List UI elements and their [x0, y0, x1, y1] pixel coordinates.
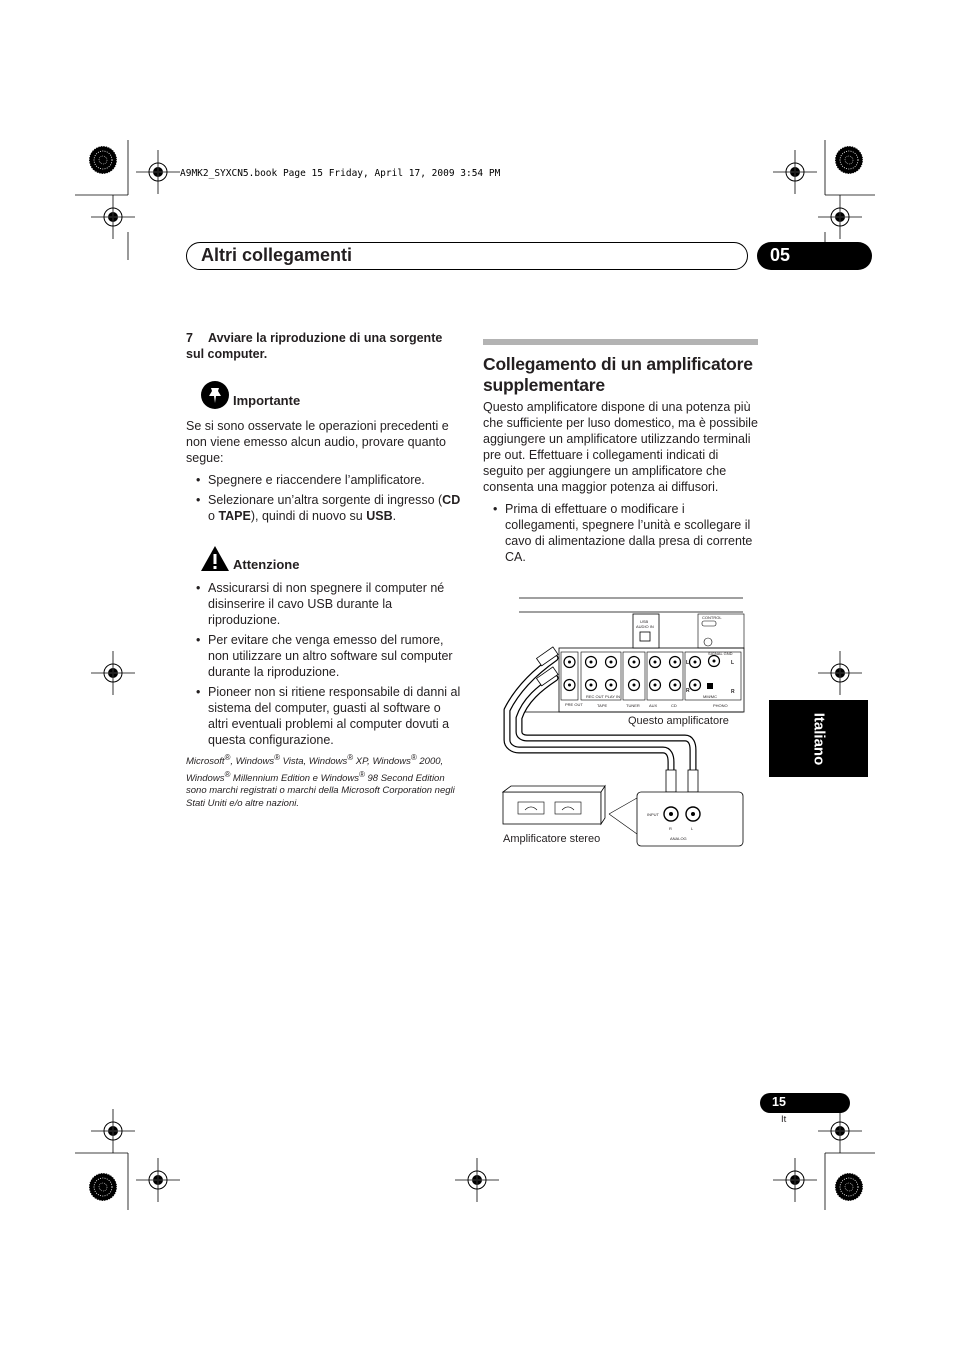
left-column	[186, 330, 462, 810]
page-language-code: It	[781, 1114, 787, 1125]
file-header: A9MK2_SYXCN5.book Page 15 Friday, April 17, 2009 3:54 PM	[180, 168, 501, 179]
panel-tape-label: TAPE	[597, 703, 608, 708]
stereo-l-label: L	[691, 826, 694, 831]
bullet-text: Per evitare che venga emesso del rumore, non utilizzare un altro software sul computer durante la riproduzione.	[208, 633, 453, 679]
chapter-title-bar	[186, 242, 748, 270]
stereo-amplifier-label: Amplificatore stereo	[503, 833, 601, 845]
bullet-text: Selezionare un’altra sorgente di ingresso (	[208, 493, 443, 507]
section-bullet	[483, 501, 759, 565]
caution-label: Attenzione	[233, 557, 300, 572]
step-number: 7	[186, 331, 193, 345]
bullet-text: ), quindi di nuovo su	[250, 509, 367, 523]
panel-cd-label: CD	[671, 703, 677, 708]
panel-r-label: R	[686, 688, 690, 694]
important-bullet	[186, 492, 462, 524]
caution-bullet	[186, 632, 462, 680]
section-body: Questo amplificatore dispone di una potenza più che sufficiente per luso domestico, ma è possibile aggiungere un amplificatore utilizzando terminali pre out. Effettuare i collegamenti indicati di seguito per aggiungere un amplificatore che consenta una maggior potenza ai diffusori.	[483, 400, 758, 494]
page-number: 15	[772, 1095, 786, 1109]
chapter-number-pill	[757, 242, 872, 270]
stereo-analog-label: ANALOG	[670, 836, 687, 841]
important-list	[186, 472, 462, 524]
bullet-text: o	[208, 509, 219, 523]
panel-rec-out-label: REC OUT	[586, 694, 604, 699]
panel-l-label: L	[686, 660, 690, 666]
bullet-text: Assicurarsi di non spegnere il computer né disinserire il cavo USB durante la riproduzione.	[208, 581, 445, 627]
page-number-pill	[760, 1093, 850, 1113]
panel-tuner-label: TUNER	[626, 703, 640, 708]
section-title: Collegamento di un amplificatore supplementare	[483, 354, 753, 395]
right-column	[483, 339, 759, 569]
this-amplifier-label: Questo amplificatore	[628, 715, 729, 727]
chapter-title: Altri collegamenti	[201, 245, 353, 265]
bullet-text: Prima di effettuare o modificare i collegamenti, spegnere l’unità e scollegare il cavo di alimentazione dalla presa di corrente CA.	[505, 502, 753, 564]
panel-aux-label: AUX	[649, 703, 658, 708]
panel-audio-in-label: AUDIO IN	[636, 624, 654, 629]
panel-r-label: R	[731, 689, 735, 695]
tape-keyword: TAPE	[218, 509, 251, 523]
panel-pre-out-label: PRE OUT	[565, 702, 583, 707]
important-heading	[186, 380, 462, 414]
caution-heading	[186, 544, 462, 578]
stereo-r-label: R	[669, 826, 672, 831]
warning-icon	[200, 544, 230, 574]
panel-phono-label: PHONO	[713, 703, 728, 708]
important-bullet	[186, 472, 462, 488]
panel-l-label: L	[731, 660, 735, 666]
pin-icon	[200, 380, 230, 410]
important-label: Importante	[233, 393, 301, 408]
cd-keyword: CD	[442, 493, 461, 507]
usb-keyword: USB	[366, 509, 393, 523]
caution-bullet	[186, 684, 462, 748]
language-tab	[769, 700, 868, 777]
section-list	[483, 501, 759, 565]
step-7	[186, 330, 462, 362]
panel-mm-mc-label: MM/MC	[703, 694, 717, 699]
bullet-text: .	[392, 509, 397, 523]
panel-signal-gnd-label: SIGNAL GND	[708, 651, 733, 656]
trademark-notice: Microsoft®, Windows® Vista, Windows® XP, Windows® 2000, Windows® Millennium Edition e Windows® 98 Second Edition sono marchi registrati o marchi della Microsoft Corporation negli Stati Uniti e/o altre nazioni.	[186, 753, 455, 809]
bullet-text: Pioneer non si ritiene responsabile di danni al sistema del computer, guasti al software o altri eventuali problemi al computer dovuti a questa configurazione.	[208, 685, 461, 747]
step-text: Avviare la riproduzione di una sorgente sul computer.	[186, 331, 443, 361]
section-divider	[483, 339, 758, 345]
important-intro: Se si sono osservate le operazioni precedenti e non viene emesso alcun audio, provare quanto segue:	[186, 419, 449, 465]
stereo-input-label: INPUT	[647, 812, 659, 817]
panel-play-in-label: PLAY IN	[605, 694, 620, 699]
bullet-text: Spegnere e riaccendere l’amplificatore.	[208, 473, 425, 487]
caution-bullet	[186, 580, 462, 628]
panel-usb-label: USB	[640, 619, 649, 624]
caution-list	[186, 580, 462, 748]
language-label: Italiano	[810, 712, 827, 765]
panel-control-label: CONTROL	[702, 615, 722, 620]
chapter-number: 05	[770, 245, 791, 265]
